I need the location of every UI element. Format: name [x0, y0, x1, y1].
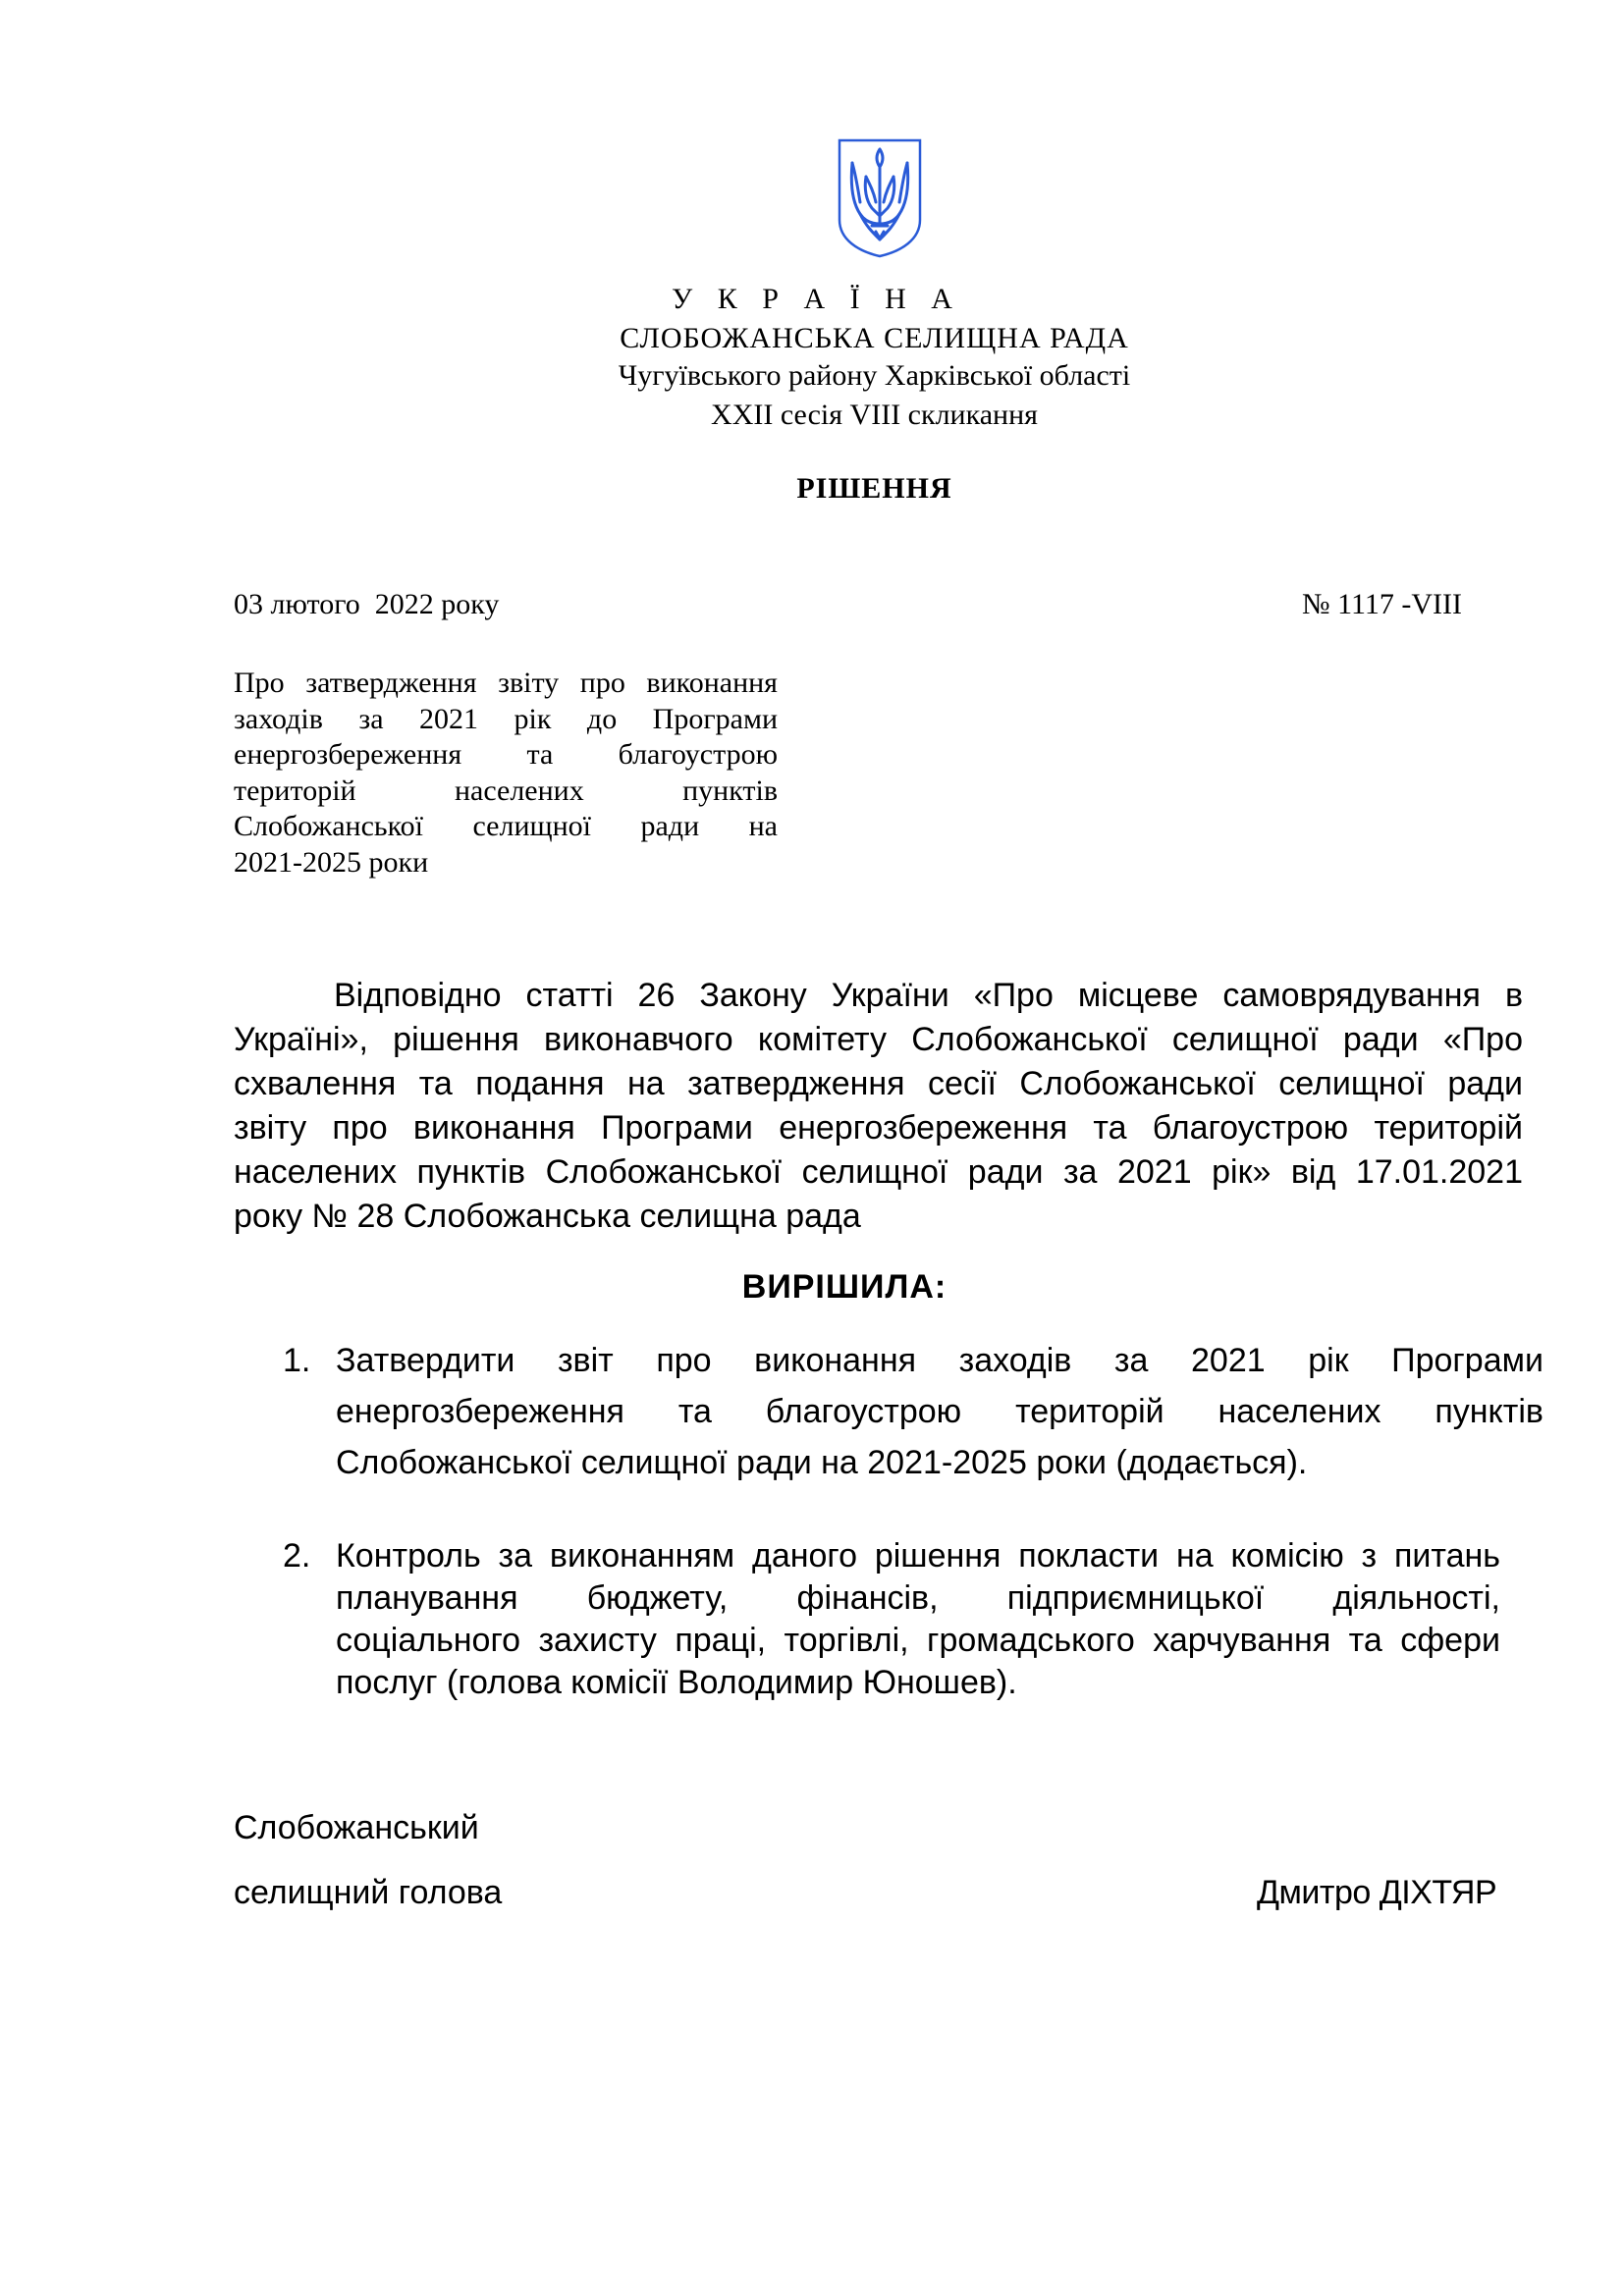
subject-line: територій населених пунктів: [234, 774, 778, 807]
country-name: У К Р А Ї Н А: [672, 283, 961, 315]
signatory-name: Дмитро ДІХТЯР: [1257, 1874, 1497, 1911]
item-line: енергозбереження та благоустрою територій населених пунктів: [336, 1393, 1543, 1430]
preamble-line: населених пунктів Слобожанської селищної ради за 2021 рік» від 17.01.2021: [234, 1153, 1523, 1191]
item-number: 2.: [283, 1537, 311, 1575]
document-date: 03 лютого 2022 року: [234, 588, 500, 620]
preamble-line: Відповідно статті 26 Закону України «Про місцеве самоврядування в: [334, 977, 1523, 1014]
signatory-title-line-2: селищний голова: [234, 1874, 503, 1911]
subject-line: енергозбереження та благоустрою: [234, 738, 778, 771]
preamble-line: звіту про виконання Програми енергозбереження та благоустрою територій: [234, 1109, 1523, 1147]
council-name: СЛОБОЖАНСЬКА СЕЛИЩНА РАДА: [620, 322, 1129, 354]
item-number: 1.: [283, 1342, 311, 1379]
subject-line: 2021-2025 роки: [234, 845, 429, 879]
preamble-paragraph: [234, 974, 1523, 1239]
item-line: Затвердити звіт про виконання заходів за 2021 рік Програми: [336, 1342, 1543, 1379]
preamble-line: року № 28 Слобожанська селищна рада: [234, 1198, 861, 1235]
decision-subject: [234, 666, 778, 881]
subject-line: Про затвердження звіту про виконання: [234, 667, 778, 699]
document-number: № 1117 -VIII: [1302, 588, 1463, 620]
item-text: [336, 1535, 1500, 1704]
resolved-heading: ВИРІШИЛА:: [741, 1268, 947, 1306]
item-line: послуг (голова комісії Володимир Юношев).: [336, 1664, 1017, 1701]
coat-of-arms-icon: [837, 137, 923, 259]
item-line: соціального захисту праці, торгівлі, громадського харчування та сфери: [336, 1622, 1500, 1659]
preamble-line: схвалення та подання на затвердження сесії Слобожанської селищної ради: [234, 1065, 1523, 1102]
subject-line: заходів за 2021 рік до Програми: [234, 702, 778, 735]
subject-line: Слобожанської селищної ради на: [234, 810, 778, 842]
item-text: [336, 1335, 1543, 1488]
signatory-title-line-1: Слобожанський: [234, 1809, 479, 1846]
item-line: планування бюджету, фінансів, підприємницької діяльності,: [336, 1579, 1500, 1617]
district-name: Чугуївського району Харківської області: [618, 359, 1131, 392]
document-type-heading: РІШЕННЯ: [796, 472, 952, 505]
item-line: Контроль за виконанням даного рішення покласти на комісію з питань: [336, 1537, 1500, 1575]
session-info: XXII сесія VIII скликання: [711, 399, 1038, 431]
item-line: Слобожанської селищної ради на 2021-2025 роки (додається).: [336, 1444, 1308, 1481]
preamble-line: Україні», рішення виконавчого комітету Слобожанської селищної ради «Про: [234, 1021, 1523, 1058]
